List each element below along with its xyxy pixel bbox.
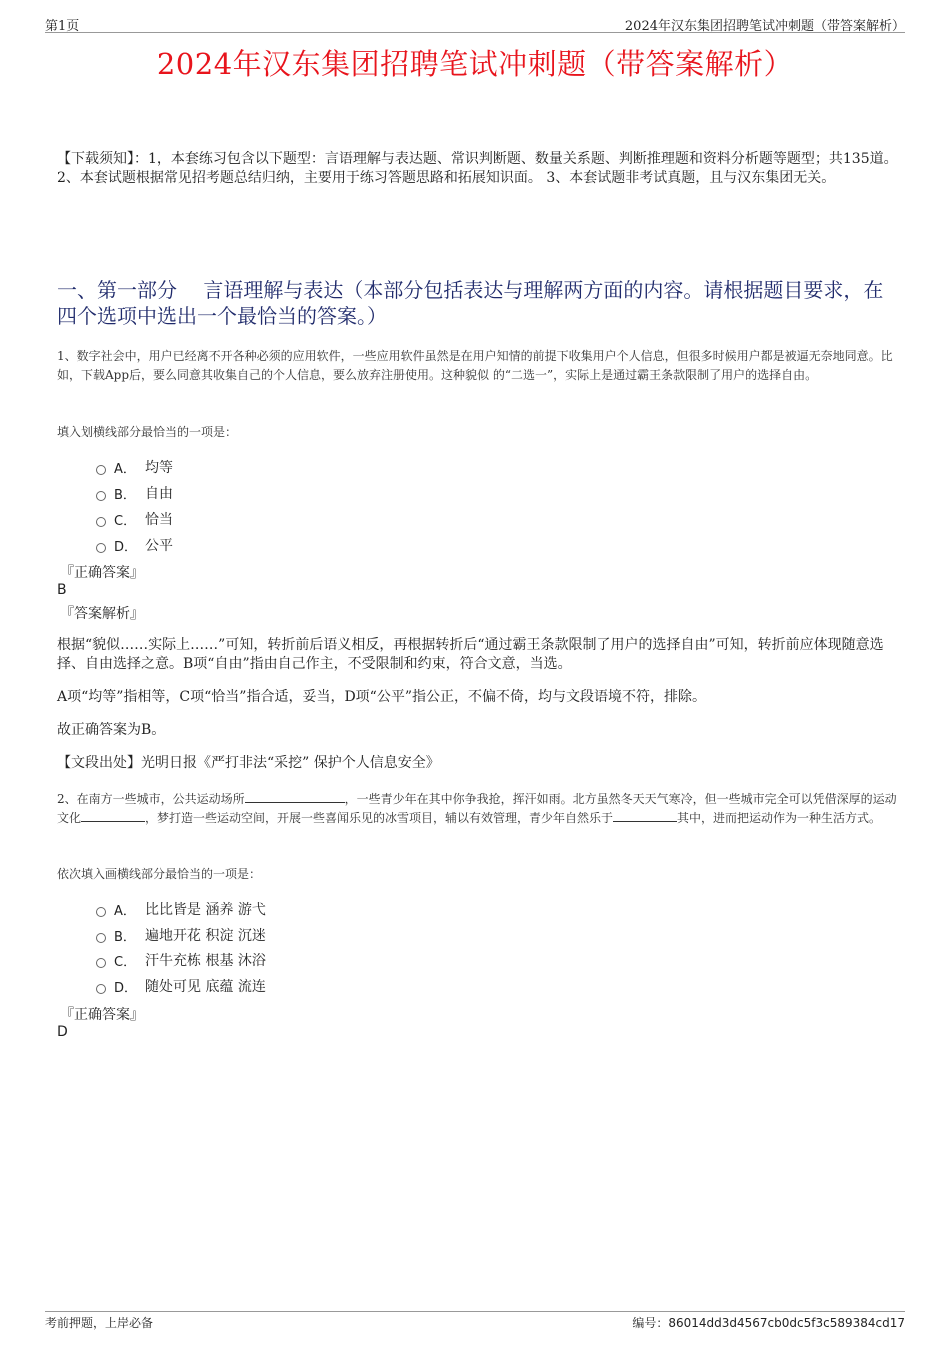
running-title: 2024年汉东集团招聘笔试冲刺题（带答案解析） [624, 19, 905, 34]
question-1-text: 1、数字社会中，用户已经离不开各种必须的应用软件，一些应用软件虽然是在用户知情的前提下收集用户个人信息，但很多时候用户都是被逼无奈地同意。比如，下载App后，要么同意其收集自己的个人信息，要么放弃注册使用。这种貌似 的“二选一”，实际上是通过霸王条款限制了用户的选择自由。 [57, 349, 893, 382]
option-letter: B． [114, 487, 136, 503]
radio-icon[interactable] [96, 517, 106, 527]
option-text: 均等 [145, 460, 173, 476]
option-text: 自由 [145, 486, 173, 502]
analysis-paragraph: A项“均等”指相等，C项“恰当”指合适，妥当，D项“公平”指公正，不偏不倚，均与文段语境不符，排除。 [57, 689, 706, 705]
page-title: 2024年汉东集团招聘笔试冲刺题（带答案解析） [156, 47, 794, 81]
option-text: 汗牛充栋 根基 沐浴 [145, 953, 266, 969]
radio-icon[interactable] [96, 543, 106, 553]
question-2-option-d[interactable] [96, 976, 266, 996]
footer-divider [45, 1311, 905, 1312]
question-1-option-c[interactable] [96, 509, 173, 529]
question-2-instruction: 依次填入画横线部分最恰当的一项是： [57, 867, 262, 881]
question-1-option-a[interactable] [96, 457, 173, 477]
analysis-label: 『答案解析』 [60, 606, 144, 622]
question-2-option-a[interactable] [96, 899, 266, 919]
radio-icon[interactable] [96, 933, 106, 943]
radio-icon[interactable] [96, 465, 106, 475]
document-code [632, 1314, 905, 1331]
radio-icon[interactable] [96, 984, 106, 994]
header-divider [45, 32, 905, 33]
correct-answer-value: D [57, 1024, 68, 1040]
fill-blank[interactable] [81, 809, 145, 822]
source-citation: 【文段出处】光明日报《严打非法“采挖” 保护个人信息安全》 [57, 755, 440, 771]
correct-answer-label: 『正确答案』 [60, 565, 144, 581]
fill-blank[interactable] [613, 809, 677, 822]
question-1-instruction: 填入划横线部分最恰当的一项是： [57, 425, 238, 439]
option-letter: D． [114, 539, 138, 555]
radio-icon[interactable] [96, 491, 106, 501]
code-value: 86014dd3d4567cb0dc5f3c589384cd17 [668, 1316, 905, 1330]
option-text: 公平 [145, 538, 173, 554]
analysis-paragraph: 故正确答案为B。 [57, 722, 166, 738]
page-number: 第1页 [45, 19, 80, 34]
option-letter: D． [114, 980, 138, 996]
correct-answer-value: B [57, 582, 67, 598]
analysis-paragraph: 根据“貌似……实际上……”可知，转折前后语义相反，再根据转折后“通过霸王条款限制了用户的选择自由”可知，转折前应体现随意选择、自由选择之意。B项“自由”指由自己作主，不受限制和约束，符合文意，当选。 [57, 637, 884, 672]
code-label: 编号： [632, 1316, 669, 1330]
correct-answer-label: 『正确答案』 [60, 1007, 144, 1023]
option-letter: C． [114, 954, 137, 970]
question-1-option-d[interactable] [96, 535, 173, 555]
option-text: 随处可见 底蕴 流连 [145, 979, 266, 995]
question-2-option-c[interactable] [96, 950, 266, 970]
option-letter: A． [114, 903, 136, 919]
fill-blank[interactable] [245, 790, 345, 803]
footer-slogan: 考前押题，上岸必备 [45, 1316, 154, 1330]
option-letter: C． [114, 513, 137, 529]
download-notice: 【下载须知】：1，本套练习包含以下题型：言语理解与表达题、常识判断题、数量关系题、判断推理题和资料分析题等题型；共135道。 2、本套试题根据常见招考题总结归纳，主要用于练习答题思路和拓展知识面。 3、本套试题非考试真题，且与汉东集团无关。 [57, 151, 898, 186]
option-text: 恰当 [145, 512, 173, 528]
option-letter: A． [114, 461, 136, 477]
radio-icon[interactable] [96, 958, 106, 968]
option-text: 遍地开花 积淀 沉迷 [145, 928, 266, 944]
option-letter: B． [114, 929, 136, 945]
section-heading: 一、第一部分 言语理解与表达（本部分包括表达与理解两方面的内容。请根据题目要求，在四个选项中选出一个最恰当的答案。） [57, 278, 884, 328]
radio-icon[interactable] [96, 907, 106, 917]
question-2-option-b[interactable] [96, 925, 266, 945]
option-text: 比比皆是 涵养 游弋 [145, 902, 266, 918]
question-2-text: 2、在南方一些城市，公共运动场所 ，一些青少年在其中你争我抢，挥汗如雨。北方虽然冬天天气寒冷，但一些城市完全可以凭借深厚的运动文化 ，梦打造一些运动空间，开展一些喜闻乐见的冰雪项目，辅以有效管理，青少年自然乐于 其中，进而把运动作为一种生活方式。 [57, 792, 897, 825]
question-1-option-b[interactable] [96, 483, 173, 503]
